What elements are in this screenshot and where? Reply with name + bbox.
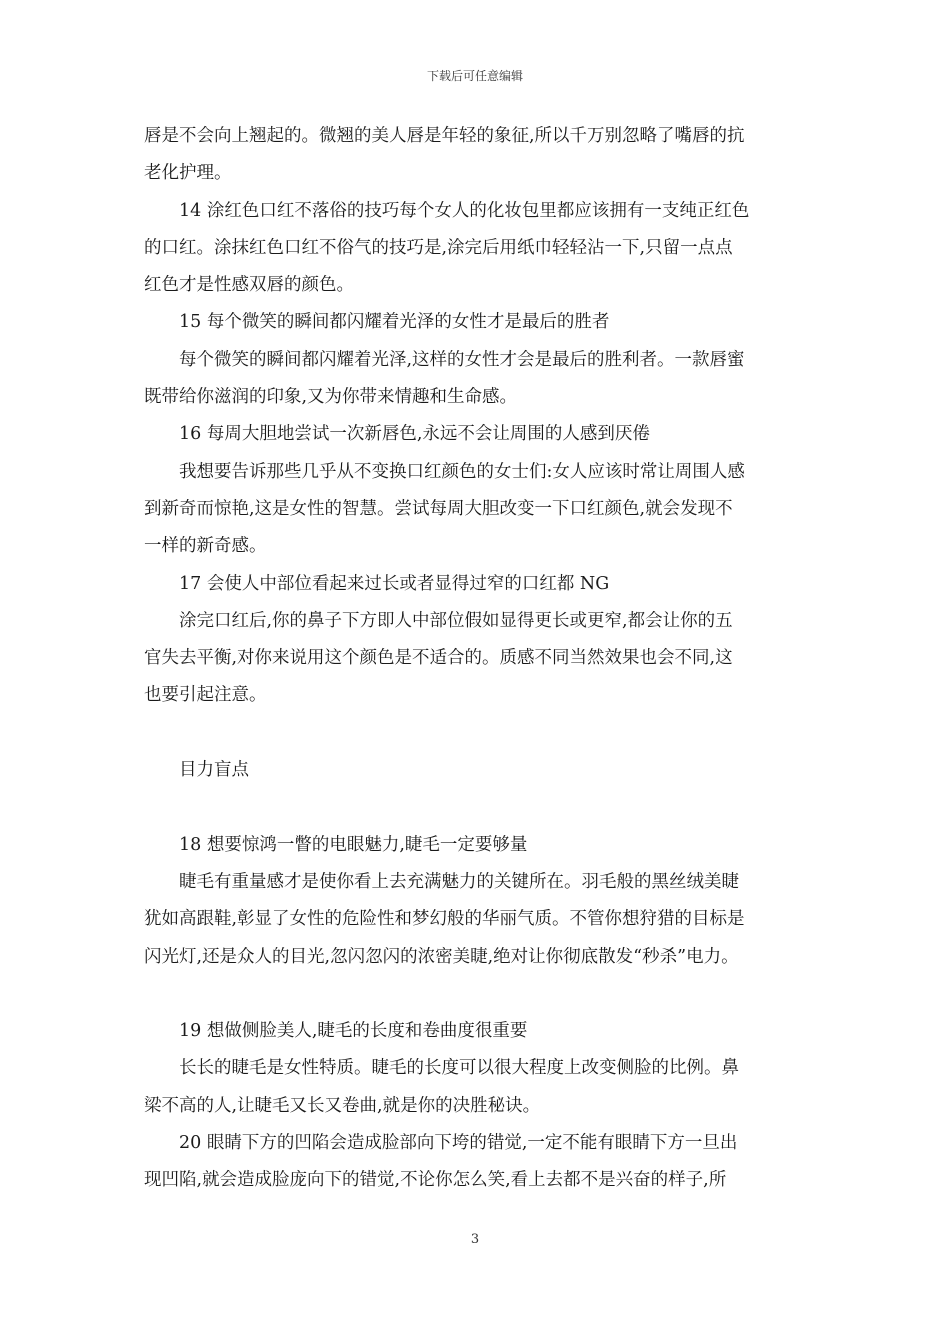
section-heading-15: 15 每个微笑的瞬间都闪耀着光泽的女性才是最后的胜者 xyxy=(179,312,610,333)
paragraph-line: 闪光灯,还是众人的目光,忽闪忽闪的浓密美睫,绝对让你彻底散发“秒杀”电力。 xyxy=(144,946,739,967)
paragraph-line: 犹如高跟鞋,彰显了女性的危险性和梦幻般的华丽气质。不管你想狩猎的目标是 xyxy=(144,909,745,930)
section-heading-16: 16 每周大胆地尝试一次新唇色,永远不会让周围的人感到厌倦 xyxy=(179,424,650,445)
page-header: 下载后可任意编辑 xyxy=(426,69,523,83)
paragraph-line: 梁不高的人,让睫毛又长又卷曲,就是你的决胜秘诀。 xyxy=(144,1095,541,1116)
section-heading-14: 14 涂红色口红不落俗的技巧每个女人的化妆包里都应该拥有一支纯正红色 xyxy=(179,200,750,221)
paragraph-line: 红色才是性感双唇的颜色。 xyxy=(144,275,354,296)
paragraph-line: 长长的睫毛是女性特质。睫毛的长度可以很大程度上改变侧脸的比例。鼻 xyxy=(179,1058,739,1079)
section-heading-17: 17 会使人中部位看起来过长或者显得过窄的口红都 NG xyxy=(179,573,610,594)
section-heading-19: 19 想做侧脸美人,睫毛的长度和卷曲度很重要 xyxy=(179,1021,528,1042)
paragraph-line: 涂完口红后,你的鼻子下方即人中部位假如显得更长或更窄,都会让你的五 xyxy=(179,610,733,631)
paragraph-line: 现凹陷,就会造成脸庞向下的错觉,不论你怎么笑,看上去都不是兴奋的样子,所 xyxy=(144,1170,727,1191)
document-body xyxy=(144,118,808,1200)
blank-line xyxy=(144,976,808,1013)
paragraph-line: 每个微笑的瞬间都闪耀着光泽,这样的女性才会是最后的胜利者。一款唇蜜 xyxy=(179,349,745,370)
section-heading-18: 18 想要惊鸿一瞥的电眼魅力,睫毛一定要够量 xyxy=(179,834,528,855)
blank-line xyxy=(144,789,808,826)
paragraph-line: 唇是不会向上翘起的。微翘的美人唇是年轻的象征,所以千万别忽略了嘴唇的抗 xyxy=(144,126,745,146)
paragraph-line: 我想要告诉那些几乎从不变换口红颜色的女士们:女人应该时常让周围人感 xyxy=(179,461,745,482)
paragraph-line: 一样的新奇感。 xyxy=(144,536,267,557)
page-number: 3 xyxy=(470,1232,480,1247)
paragraph-line: 的口红。涂抹红色口红不俗气的技巧是,涂完后用纸巾轻轻沾一下,只留一点点 xyxy=(144,237,733,258)
section-title-eye: 目力盲点 xyxy=(179,760,249,781)
paragraph-line: 到新奇而惊艳,这是女性的智慧。尝试每周大胆改变一下口红颜色,就会发现不 xyxy=(144,498,733,519)
paragraph-line: 老化护理。 xyxy=(144,163,232,184)
section-heading-20: 20 眼睛下方的凹陷会造成脸部向下垮的错觉,一定不能有眼睛下方一旦出 xyxy=(179,1133,738,1154)
paragraph-line: 官失去平衡,对你来说用这个颜色是不适合的。质感不同当然效果也会不同,这 xyxy=(144,648,733,669)
paragraph-line: 既带给你滋润的印象,又为你带来情趣和生命感。 xyxy=(144,387,518,408)
blank-line xyxy=(144,715,808,752)
paragraph-line: 睫毛有重量感才是使你看上去充满魅力的关键所在。羽毛般的黑丝绒美睫 xyxy=(179,871,739,892)
paragraph-line: 也要引起注意。 xyxy=(144,685,267,706)
